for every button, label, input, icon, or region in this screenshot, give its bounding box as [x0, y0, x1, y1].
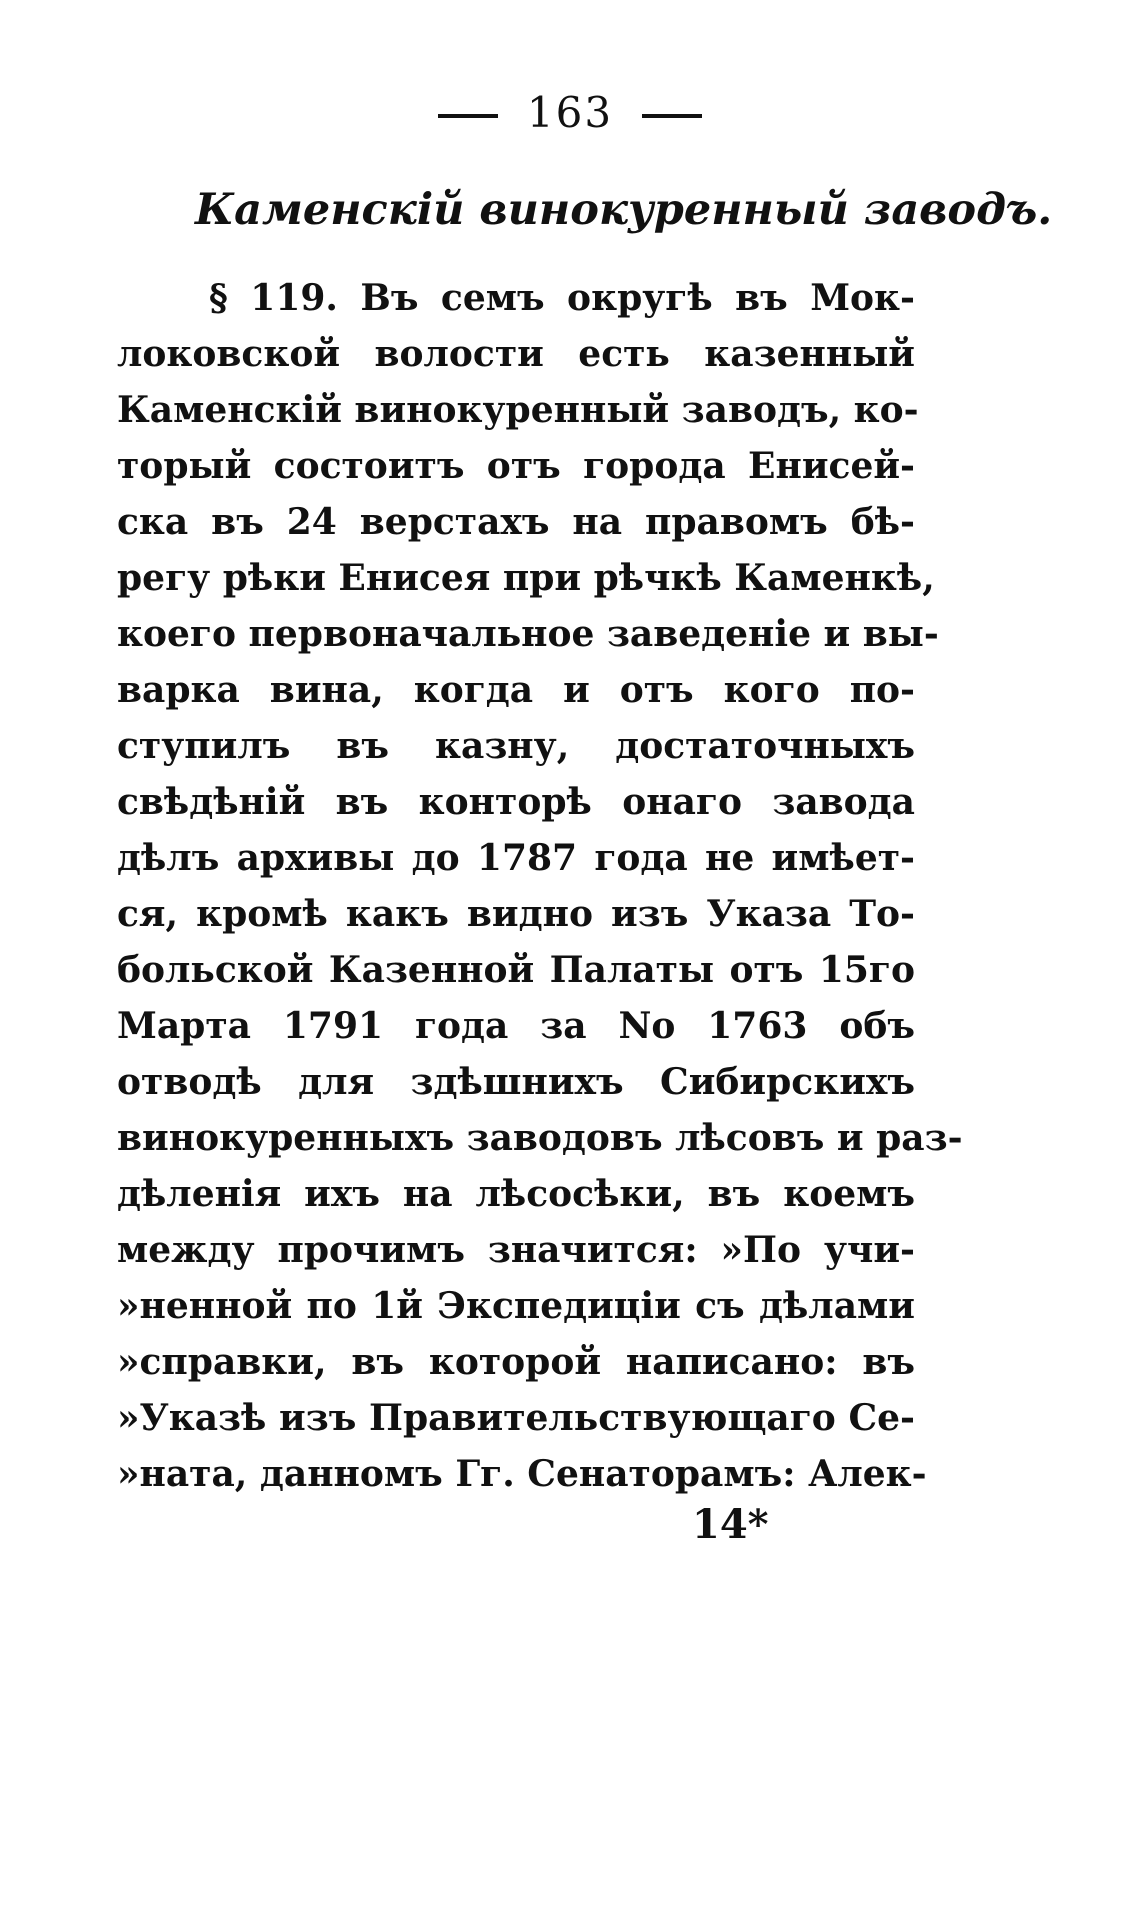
text-line: »ненной по 1й Экспедиціи съ дѣлами: [117, 1285, 915, 1327]
text-line: винокуренныхъ заводовъ лѣсовъ и раз-: [117, 1117, 963, 1159]
text-line: свѣдѣній въ конторѣ онаго завода: [117, 781, 915, 823]
text-line: ся, кромѣ какъ видно изъ Указа То-: [117, 893, 915, 935]
text-line: дѣлъ архивы до 1787 года не имѣет-: [117, 837, 915, 879]
text-line: регу рѣки Енисея при рѣчкѣ Каменкѣ,: [117, 557, 935, 599]
text-line: »справки, въ которой написано: въ: [117, 1341, 915, 1383]
text-line: ска въ 24 верстахъ на правомъ бѣ-: [117, 501, 915, 543]
text-line: коего первоначальное заведеніе и вы-: [117, 613, 939, 655]
header-dash-right: [642, 114, 702, 118]
text-line: торый состоитъ отъ города Енисей-: [117, 445, 915, 487]
text-line: »ната, данномъ Гг. Сенаторамъ: Алек-: [117, 1453, 927, 1495]
text-line: локовской волости есть казенный: [117, 333, 915, 375]
text-line: отводѣ для здѣшнихъ Сибирскихъ: [117, 1061, 915, 1103]
text-line: ступилъ въ казну, достаточныхъ: [117, 725, 915, 767]
text-line: варка вина, когда и отъ кого по-: [117, 669, 915, 711]
text-line: Марта 1791 года за No 1763 объ: [117, 1005, 915, 1047]
text-line: »Указѣ изъ Правительствующаго Се-: [117, 1397, 915, 1439]
text-line: дѣленія ихъ на лѣсосѣки, въ коемъ: [117, 1173, 915, 1215]
section-title: Каменскій винокуренный заводъ.: [195, 185, 1053, 235]
page-header: [0, 88, 1140, 138]
text-line: между прочимъ значится: »По учи-: [117, 1229, 915, 1271]
text-line: Каменскій винокуренный заводъ, ко-: [117, 389, 919, 431]
header-dash-left: [438, 114, 498, 118]
page-number: 163: [526, 88, 614, 137]
text-line: больской Казенной Палаты отъ 15го: [117, 949, 915, 991]
text-line: § 119. Въ семъ округѣ въ Мок-: [209, 277, 915, 319]
body-paragraph: [117, 270, 963, 1502]
signature-mark: 14*: [692, 1501, 769, 1548]
